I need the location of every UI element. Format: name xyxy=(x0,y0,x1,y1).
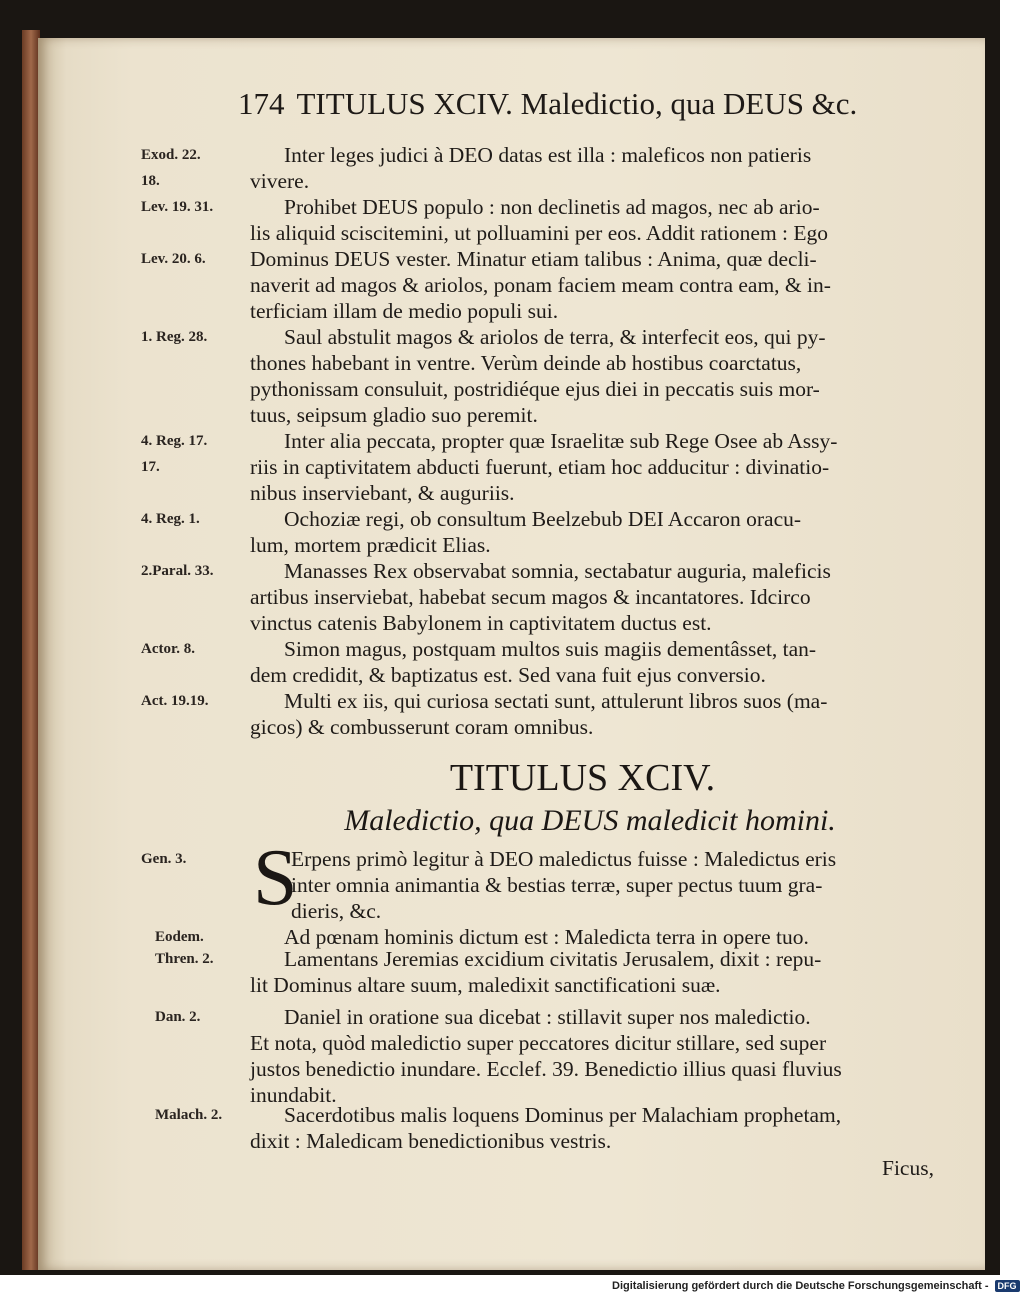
page-number: 174 xyxy=(238,86,285,121)
margin-reference: Lev. 19. 31. xyxy=(141,199,214,215)
section-title: TITULUS XCIV. xyxy=(449,757,716,799)
text-line: Inter alia peccata, propter quæ Israelitæ sub Rege Osee ab Assy- xyxy=(284,429,838,453)
text-line: Inter leges judici à DEO datas est illa : maleficos non patieris xyxy=(284,143,812,167)
text-line: lis aliquid sciscitemini, ut polluamini per eos. Addit rationem : Ego xyxy=(250,221,829,245)
entry-text xyxy=(250,946,940,998)
text-line: pythonissam consuluit, postridiéque ejus diei in peccatis suis mor- xyxy=(250,377,820,401)
entry-text xyxy=(250,636,940,688)
text-line: Et nota, quòd maledictio super peccatores dicitur stillare, sed super xyxy=(250,1031,827,1055)
text-line: inundabit. xyxy=(250,1083,337,1107)
text-line: Saul abstulit magos & ariolos de terra, & interfecit eos, qui py- xyxy=(284,325,826,349)
entry-text xyxy=(250,1004,940,1108)
margin-reference: Gen. 3. xyxy=(141,851,187,867)
margin-reference: Eodem. xyxy=(155,929,204,945)
text-line: Multi ex iis, qui curiosa sectati sunt, attulerunt libros suos (ma- xyxy=(284,689,828,713)
entry-text xyxy=(250,506,940,558)
text-line: Lamentans Jeremias excidium civitatis Jerusalem, dixit : repu- xyxy=(284,947,822,971)
catchword: Ficus, xyxy=(882,1156,934,1180)
text-line: dixit : Maledicam benedictionibus vestris. xyxy=(250,1129,612,1153)
margin-reference: Lev. 20. 6. xyxy=(141,251,206,267)
text-line: Erpens primò legitur à DEO maledictus fuisse : Maledictus eris xyxy=(291,847,837,871)
text-line: gicos) & combusserunt coram omnibus. xyxy=(250,715,594,739)
entry-text xyxy=(250,142,940,194)
text-line: vivere. xyxy=(250,169,310,193)
entry-text xyxy=(291,846,941,924)
entry-text xyxy=(250,246,940,324)
text-line: riis in captivitatem abducti fuerunt, etiam hoc adducitur : divinatio- xyxy=(250,455,830,479)
text-line: naverit ad magos & ariolos, ponam faciem meam contra eam, & in- xyxy=(250,273,831,297)
text-line: tuus, seipsum gladio suo peremit. xyxy=(250,403,538,427)
running-title: TITULUS XCIV. Maledictio, qua DEUS &c. xyxy=(296,86,858,121)
text-line: Manasses Rex observabat somnia, sectabatur auguria, maleficis xyxy=(284,559,831,583)
margin-reference: 1. Reg. 28. xyxy=(141,329,208,345)
running-header xyxy=(238,86,869,122)
text-line: artibus inserviebat, habebat secum magos & incantatores. Idcirco xyxy=(250,585,811,609)
text-line: Simon magus, postquam multos suis magiis dementâsset, tan- xyxy=(284,637,817,661)
margin-reference: Dan. 2. xyxy=(155,1009,201,1025)
text-line: Ad pœnam hominis dictum est : Maledicta terra in opere tuo. xyxy=(284,925,809,949)
text-line: Daniel in oratione sua dicebat : stillavit super nos maledictio. xyxy=(284,1005,811,1029)
text-line: justos benedictio inundare. Ecclef. 39. Benedictio illius quasi fluvius xyxy=(250,1057,842,1081)
text-line: Ochoziæ regi, ob consultum Beelzebub DEI Accaron oracu- xyxy=(284,507,802,531)
text-line: lum, mortem prædicit Elias. xyxy=(250,533,491,557)
drop-capital: S xyxy=(253,834,298,922)
text-line: lit Dominus altare suum, maledixit sanctificationi suæ. xyxy=(250,973,721,997)
text-line: Dominus DEUS vester. Minatur etiam talibus : Anima, quæ decli- xyxy=(250,247,817,271)
text-line: vinctus catenis Babylonem in captivitatem ductus est. xyxy=(250,611,712,635)
margin-reference: Actor. 8. xyxy=(141,641,196,657)
margin-reference: 4. Reg. 1. xyxy=(141,511,200,527)
text-line: Prohibet DEUS populo : non declinetis ad magos, nec ab ario- xyxy=(284,195,820,219)
margin-reference: Thren. 2. xyxy=(155,951,214,967)
dfg-logo-icon: DFG xyxy=(995,1280,1020,1292)
entry-text xyxy=(250,428,940,506)
entry-text xyxy=(250,324,940,428)
text-line: thones habebant in ventre. Verùm deinde ab hostibus coarctatus, xyxy=(250,351,802,375)
text-line: nibus inserviebant, & auguriis. xyxy=(250,481,515,505)
entry-text xyxy=(250,1102,940,1154)
footer-text: Digitalisierung gefördert durch die Deutsche Forschungsgemeinschaft - xyxy=(612,1280,989,1292)
text-line: terficiam illam de medio populi sui. xyxy=(250,299,559,323)
margin-reference: Malach. 2. xyxy=(155,1107,223,1123)
entry-text xyxy=(250,688,940,740)
margin-reference: 2.Paral. 33. xyxy=(141,563,214,579)
margin-reference: Exod. 22. 18. xyxy=(141,147,201,189)
text-line: dieris, &c. xyxy=(291,899,382,923)
text-line: Sacerdotibus malis loquens Dominus per Malachiam prophetam, xyxy=(284,1103,842,1127)
text-line: dem credidit, & baptizatus est. Sed vana fuit ejus conversio. xyxy=(250,663,766,687)
section-subtitle: Maledictio, qua DEUS maledicit homini. xyxy=(344,804,836,837)
margin-reference: 4. Reg. 17. 17. xyxy=(141,433,208,475)
entry-text xyxy=(250,558,940,636)
entry-text xyxy=(250,194,940,246)
footer-credit xyxy=(612,1280,1020,1292)
text-line: inter omnia animantia & bestias terræ, super pectus tuum gra- xyxy=(291,873,823,897)
margin-reference: Act. 19.19. xyxy=(141,693,209,709)
